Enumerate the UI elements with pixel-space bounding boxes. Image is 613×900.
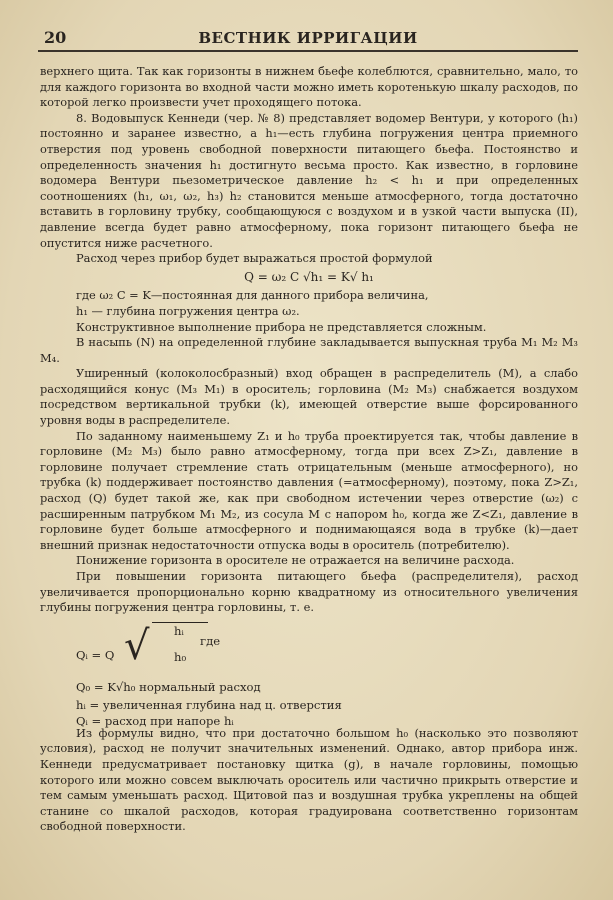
formula-def-3: Qᵢ = расход при напоре hᵢ: [76, 713, 234, 728]
page-header: [38, 28, 578, 52]
paragraph-9: Понижение горизонта в оросителе не отражается на величине расхода.: [76, 553, 515, 568]
formula-lhs: Qᵢ = Q: [76, 647, 115, 662]
paragraph-7: Уширенный (колоколосбразный) вход обращен в распределитель (M), а слабо расходящийся конус (M₃ M₁) в ороситель; горловина (M₂ M₃) снабжается воздухом посредством вертикальной трубки (k), имеющей отверстие выше форсированного уровня воды в распределителе.: [40, 366, 578, 428]
radical-bar: [152, 622, 208, 623]
formula-where: где: [200, 633, 221, 648]
paragraph-5: Конструктивное выполнение прибора не представляется сложным.: [76, 319, 487, 334]
formula-main: Q = ω₂ C √h₁ = K√ h₁: [244, 269, 374, 284]
formula-def-2: hᵢ = увеличенная глубина над ц. отверстия: [76, 697, 342, 712]
radical-icon: √: [124, 622, 150, 669]
formula-explain-2: h₁ — глубина погружения центра ω₂.: [76, 303, 300, 318]
formula-numerator: hᵢ: [174, 623, 184, 638]
paragraph-3: Расход через прибор будет выражаться простой формулой: [76, 251, 433, 266]
paragraph-10: При повышении горизонта питающего бьефа (распределителя), расход увеличивается пропорционально корню квадратному из относительного увеличения глубины погружения центра горловины, т. е.: [40, 569, 578, 615]
article-body: [40, 64, 578, 835]
formula-denominator: h₀: [174, 649, 187, 664]
paragraph-6: В насыпь (N) на определенной глубине закладывается выпускная труба M₁ M₂ M₃ M₄.: [40, 335, 578, 365]
paragraph-8: По заданному наименьшему Z₁ и h₀ труба проектируется так, чтобы давление в горловине (M₂ M₃) было равно атмосферному, тогда при всех Z>Z₁, давление в горловине получает стремление стать отрицательным (меньше атмосферного), но трубка (k) поддерживает постоянство давления (=атмосферному), поэтому, пока Z>Z₁, расход (Q) будет такой же, как при свободном истечении через отверстие (ω₂) с расширенным патрубком M₁ M₂, из сосула M с напором h₀, когда же Z<Z₁, давление в горловине будет больше атмосферного и поднимающаяся вода в трубке (k)—дает внешний признак недостаточности отпуска воды в ороситель (потребителю).: [40, 428, 578, 552]
paragraph-1: верхнего щита. Так как горизонты в нижнем бьефе колеблются, сравнительно, мало, то для каждого горизонта во входной части можно иметь коротенькую шкалу расходов, по которой легко произвести учет проходящего потока.: [40, 64, 578, 110]
paragraph-11: Из формулы видно, что при достаточно большом h₀ (насколько это позволяют условия), расход не получит значительных изменений. Однако, автор прибора инж. Кеннеди предусматривает постановку щитка (g), в начале горловины, помощью которого или можно совсем выключать ороситель или частично прикрыть отверстие и тем самым уменьшать расход. Щитовой паз и воздушная трубка укреплены на общей станине со шкалой расходов, которая градуирована соответственно горизонтам свободной поверхности.: [40, 725, 578, 834]
formula-def-1: Q₀ = K√h₀ нормальный расход: [76, 679, 261, 694]
journal-title: ВЕСТНИК ИРРИГАЦИИ: [198, 29, 418, 47]
page-number: 20: [44, 28, 67, 47]
formula-ratio: [74, 620, 578, 728]
formula-explain-1: где ω₂ C = K—постоянная для данного прибора величина,: [76, 288, 429, 303]
paragraph-2: 8. Водовыпуск Кеннеди (чер. № 8) представляет водомер Вентури, у которого (h₁) постоянно и заранее известно, а h₁—есть глубина погружения центра приемного отверстия под уровень свободной поверхности питающего бьефа. Постоянство и определенность значения h₁ достигнуто весьма просто. Как известно, в горловине водомера Вентури пьезометрическое давление h₂ < h₁ и при определенных соотношениях (h₁, ω₁, ω₂, h₃) h₂ становится меньше атмосферного, тогда достаточно вставить в горловину трубку, сообщающуюся с воздухом и в узкой части выпуска (II), давление всегда будет равно атмосферному, пока горизонт питающего бьефа не опустится ниже расчетного.: [40, 110, 578, 250]
